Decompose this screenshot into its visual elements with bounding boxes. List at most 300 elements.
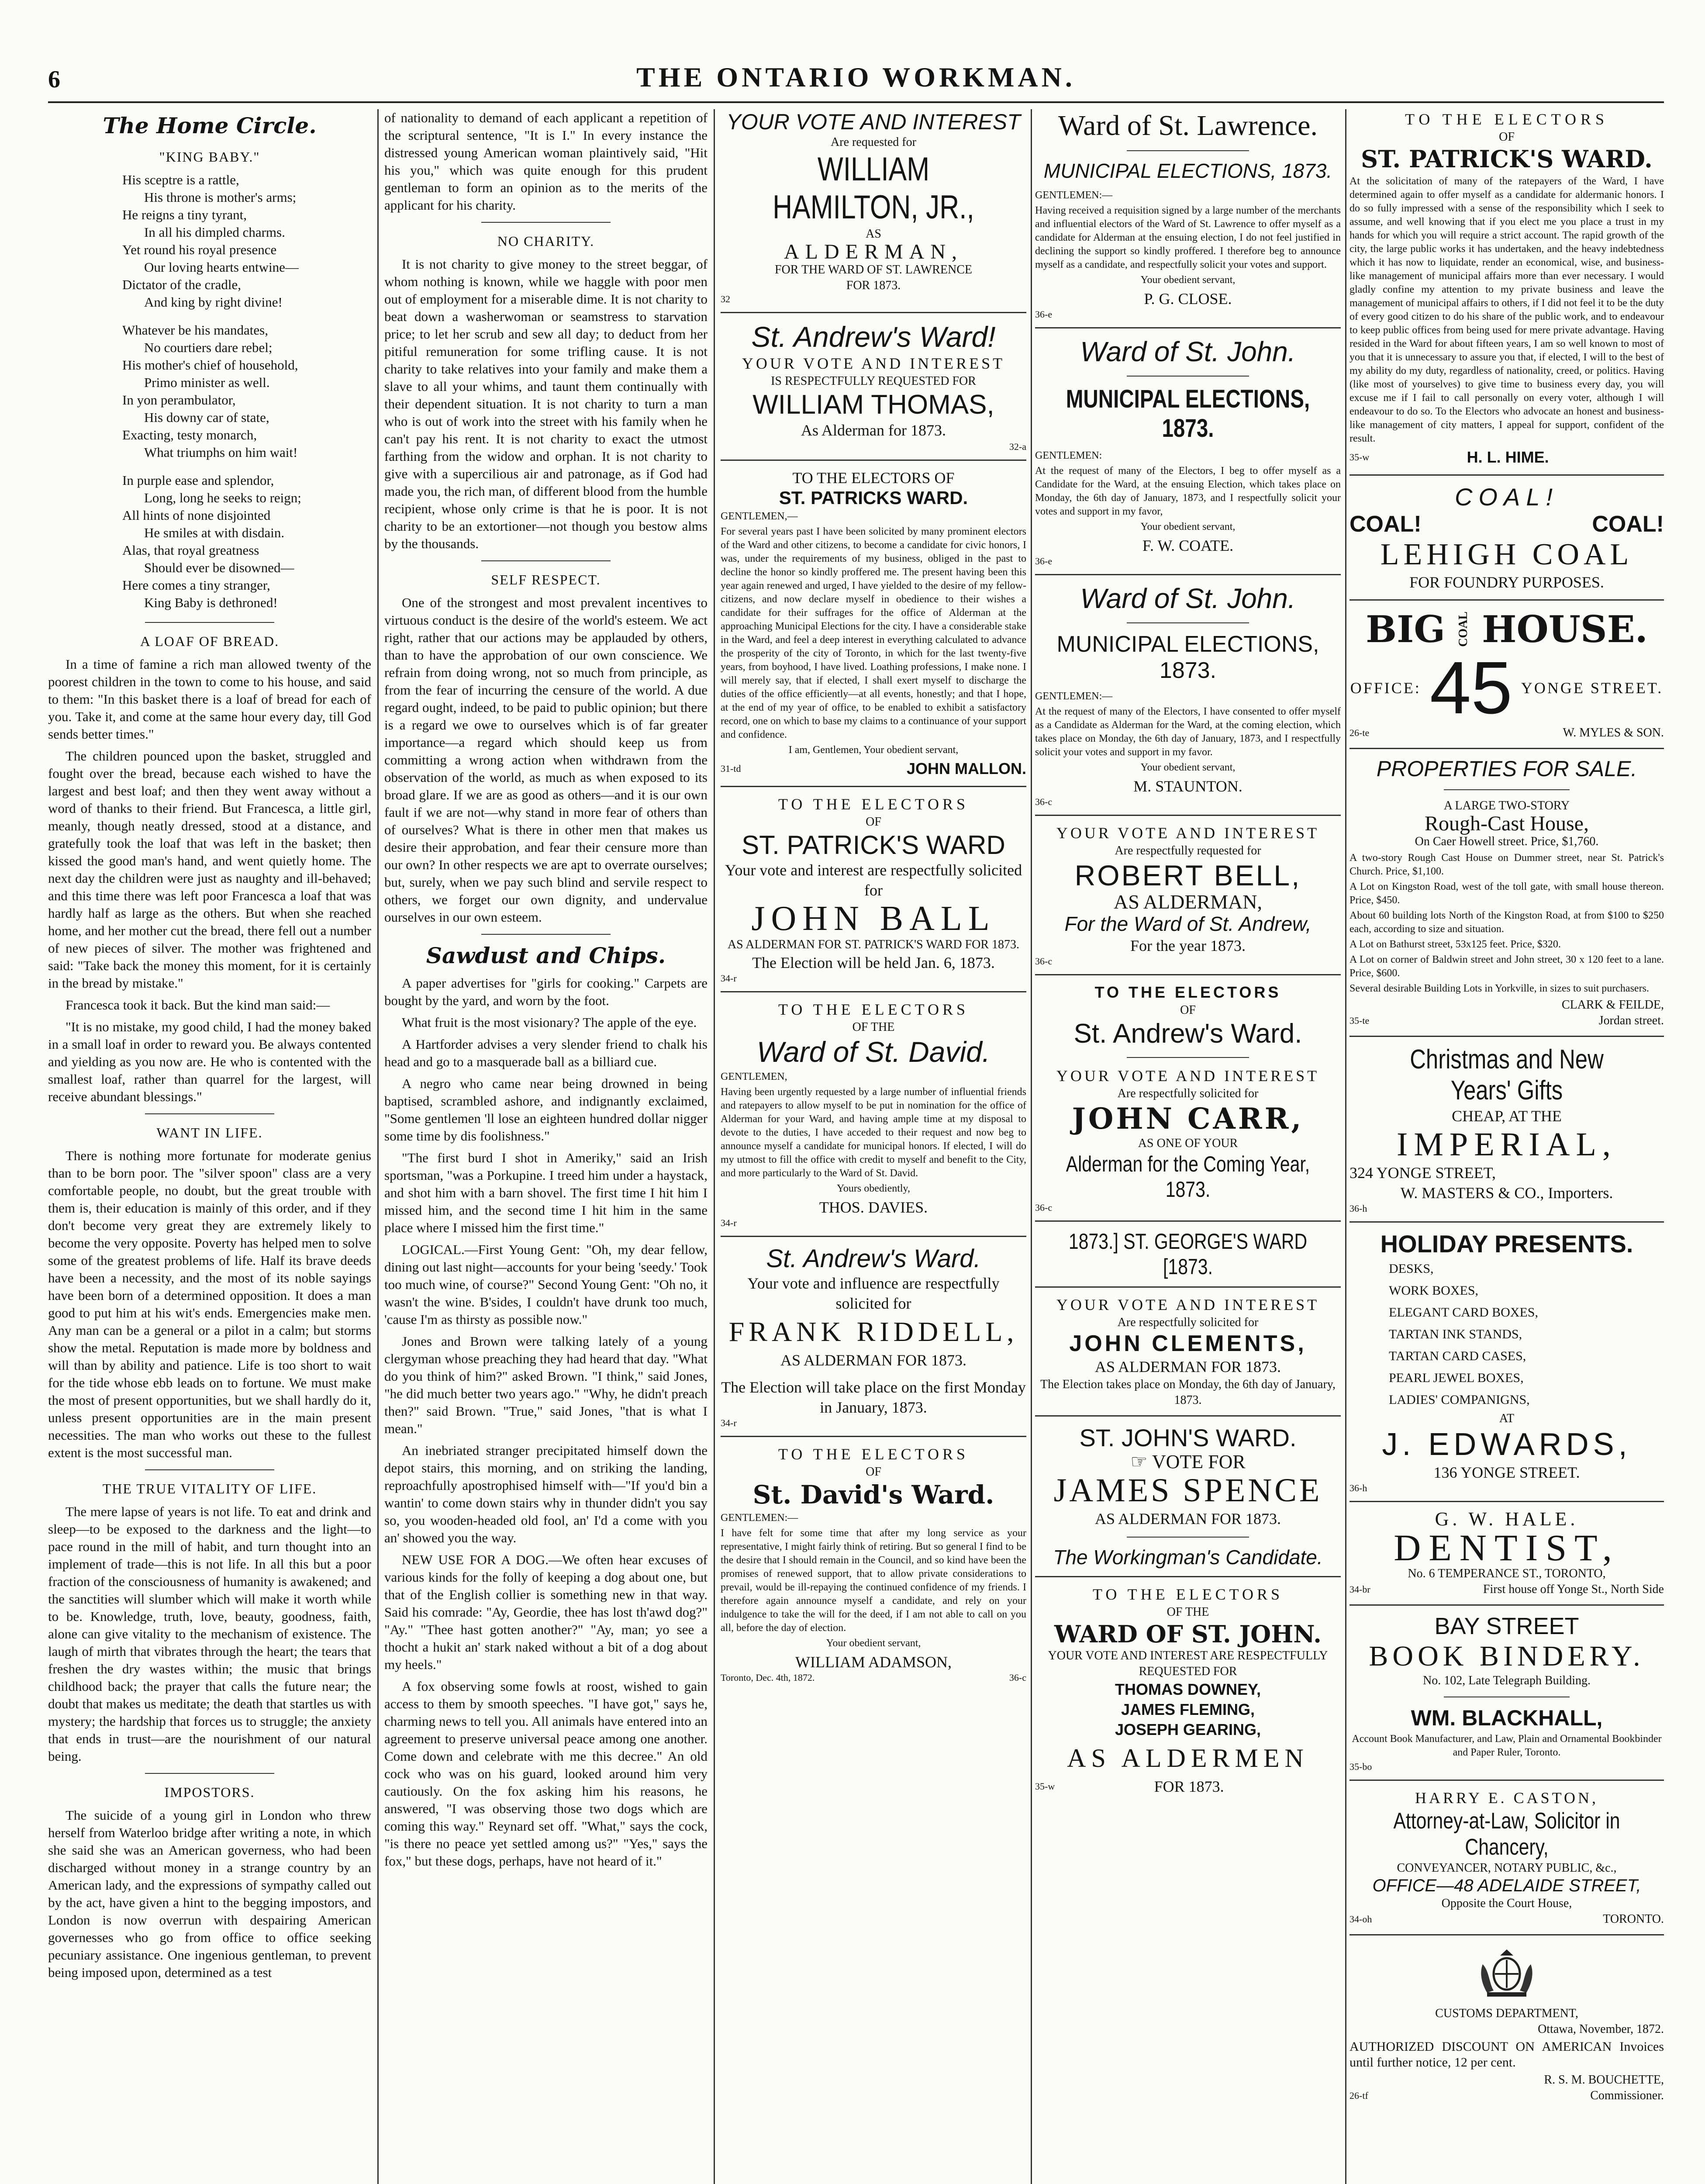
ad-closing: Your obedient servant, (1140, 521, 1236, 532)
ad-code: 36-c (1035, 1202, 1053, 1213)
divider (1350, 1501, 1664, 1502)
ad-line: AS (866, 227, 881, 241)
divider (1127, 622, 1249, 623)
ad-address: 136 YONGE STREET. (1433, 1464, 1580, 1481)
ad-bindery (1350, 1613, 1664, 1773)
ad-name: WM. BLACKHALL, (1411, 1706, 1603, 1730)
divider (1035, 574, 1341, 575)
paragraph: A fox observing some fowls at roost, wished to gain access to them by smooth speeches. "I have got," says he, charming news to tell you. All animals have entered into an agreement to preserve universal peace among one another. Come down and celebrate with me this decree." An old cock who was on his guard, looked around him very cautiously. On the fox asking him his reasons, he answered, "I was observing those two dogs which are coming this way." Reynard set off. "What," says the cock, "is there no peace yet settled among us?" "Yes," says the fox," but these dogs, perhaps, have not heard of it." (384, 1679, 708, 1869)
ad-address: Jordan street. (1598, 1014, 1664, 1027)
ad-code: 35-bo (1350, 1761, 1372, 1772)
article-title: THE TRUE VITALITY OF LIFE. (102, 1481, 317, 1496)
ad-line: TO THE ELECTORS (778, 1001, 969, 1018)
ad-ward: Ward of St. John. (1080, 336, 1296, 367)
section-heading: The Home Circle. (103, 113, 317, 138)
ad-greeting: GENTLEMEN: (1035, 450, 1102, 461)
ad-line: OF (1499, 130, 1515, 144)
ad-riddell (721, 1244, 1026, 1429)
ad-line: Your vote and interest are respectfully solicited for (725, 861, 1022, 899)
ad-line: Attorney-at-Law, Solicitor in Chancery, (1393, 1808, 1620, 1860)
ad-greeting: GENTLEMEN,— (721, 511, 798, 522)
candidate-name: ROBERT BELL, (1074, 859, 1301, 892)
ad-ward: St. Andrew's Ward. (766, 1244, 981, 1273)
column-rule (714, 109, 715, 2184)
ad-line: Rough-Cast House, (1425, 812, 1589, 835)
article-title: SELF RESPECT. (491, 572, 601, 587)
ad-line: Are respectfully solicited for (1117, 1087, 1259, 1100)
list-item: ELEGANT CARD BOXES, (1389, 1305, 1538, 1320)
pointing-hand-icon: ☞ (1130, 1451, 1152, 1472)
divider (1035, 1415, 1341, 1417)
ad-greeting: GENTLEMEN:— (721, 1512, 798, 1524)
candidate-name: JAMES FLEMING, (1121, 1700, 1255, 1718)
poem-line: Should ever be disowned— (144, 560, 294, 575)
divider (1035, 327, 1341, 328)
poem-line: Alas, that royal greatness (122, 543, 259, 558)
ad-line: OF (866, 1465, 881, 1479)
ad-body: Having been urgently requested by a large number of influential friends and ratepayers to allow myself to be put in nomination for the office of Alderman for your Ward, and having ample time at my disposal to devote to the duties, I have acceded to their request and now beg to announce myself a candidate for municipal honors. If elected, I will do my utmost to fill the office with credit to myself and benefit to the City, and more particularly to the Ward of St. David. (721, 1086, 1026, 1179)
property-item: Several desirable Building Lots in Yorkville, in sizes to suit purchasers. (1350, 983, 1649, 994)
ad-staunton (1035, 582, 1341, 808)
divider (1127, 376, 1249, 377)
ad-line: FOR 1873. (846, 279, 901, 292)
ad-mallon (721, 468, 1026, 779)
gift-list (1350, 1258, 1664, 1411)
column-5 (1350, 109, 1664, 2184)
paragraph: Jones and Brown were talking lately of a young clergyman whose preaching they had heard that day. "What do you think of him?" asked Brown. "I think," said Jones, "he did much better two years ago." "Why, he didn't preach then?" said Brown. "True," said Jones, "that is what I mean." (384, 1334, 708, 1436)
ad-line: YOUR VOTE AND INTEREST ARE RESPECTFULLY REQUESTED FOR (1048, 1649, 1328, 1678)
divider (1350, 1604, 1664, 1606)
ad-caston (1350, 1788, 1664, 1927)
stanza (122, 472, 371, 612)
ad-line: BOOK BINDERY. (1369, 1640, 1645, 1672)
property-item: A Lot on Bathurst street, 53x125 feet. Price, $320. (1350, 939, 1561, 950)
ad-firm: W. MYLES & SON. (1563, 726, 1664, 740)
poem-line: What triumphs on him wait! (144, 445, 298, 460)
ad-note: The Election takes place on Monday, the 6th day of January, 1873. (1040, 1378, 1336, 1407)
article-title: WANT IN LIFE. (156, 1125, 263, 1140)
divider (721, 1436, 1026, 1437)
ad-closing: Yours obediently, (836, 1183, 910, 1194)
paragraph: In a time of famine a rich man allowed twenty of the poorest children in the town to come to his house, and said to them: "In this basket there is a loaf of bread for each of you. Take it, and come at the same hour every day, till God sends better times." (48, 657, 371, 742)
divider (1350, 474, 1664, 476)
paragraph: "The first burd I shot in Ameriky," said an Irish sportsman, "was a Porkupine. I treed him under a haystack, and shot him with a barn shovel. The first time I hit him I missed him, and the second time I hit him in the same place where I missed him the first time." (384, 1150, 708, 1235)
ad-ward: ST. PATRICK'S WARD. (1361, 145, 1653, 173)
ad-greeting: GENTLEMEN:— (1035, 691, 1113, 702)
ad-ward: St. David's Ward. (752, 1480, 994, 1510)
candidate-name: JOHN BALL (751, 899, 996, 938)
ad-code: 36-c (1009, 1672, 1026, 1683)
ad-davies (721, 999, 1026, 1229)
candidate-name: JOSEPH GEARING, (1115, 1721, 1261, 1738)
ad-code: 34-br (1350, 1584, 1370, 1595)
ad-line: Are requested for (831, 135, 916, 149)
ad-closing: Your obedient servant, (1140, 274, 1236, 286)
divider (481, 560, 611, 561)
ad-row (1350, 511, 1664, 537)
ad-ward: Ward of St. David. (756, 1036, 991, 1068)
ad-line: TORONTO. (1603, 1912, 1664, 1926)
ad-line: COAL! (1592, 511, 1664, 537)
ad-code: 34-r (721, 1217, 737, 1228)
ad-ward: ST. PATRICK'S WARD (742, 830, 1005, 860)
ad-line: BIG (1366, 608, 1446, 651)
ad-code: 34-r (721, 1417, 737, 1428)
ad-code: 35-w (1350, 452, 1370, 463)
ad-office: AS ALDERMAN FOR ST. PATRICK'S WARD FOR 1873. (727, 938, 1020, 951)
candidate-name: WILLIAM HAMILTON, JR., (773, 151, 974, 226)
candidate-name: FRANK RIDDELL, (728, 1316, 1018, 1347)
ad-line: FOR FOUNDRY PURPOSES. (1409, 574, 1604, 591)
poem-line: Primo minister as well. (144, 375, 270, 390)
candidate-name: JOHN CLEMENTS, (1069, 1331, 1307, 1356)
poem-line: He smiles at with disdain. (144, 525, 285, 540)
candidate-name: P. G. CLOSE. (1144, 290, 1232, 308)
poem-line: Long, long he seeks to reign; (144, 490, 301, 505)
ad-closing: Your obedient servant, (826, 1638, 921, 1649)
ad-line: Alderman for the Coming Year, 1873. (1066, 1152, 1310, 1202)
ad-closing: Your obedient servant, (1140, 762, 1236, 773)
poem (48, 171, 371, 612)
poem-line: Exacting, testy monarch, (122, 427, 257, 442)
candidate-name: M. STAUNTON. (1133, 778, 1243, 795)
ad-note: The Election will be held Jan. 6, 1873. (752, 954, 995, 971)
ad-line: G. W. HALE. (1435, 1508, 1579, 1530)
ad-code: 36-c (1035, 796, 1053, 807)
poem-line: No courtiers dare rebel; (144, 340, 273, 355)
ad-line: YOUR VOTE AND INTEREST (1056, 824, 1320, 842)
candidate-name: WILLIAM ADAMSON, (795, 1653, 952, 1671)
divider (721, 786, 1026, 787)
ad-code: 34-oh (1350, 1914, 1372, 1925)
ad-ward: 1873.] ST. GEORGE'S WARD [1873. (1068, 1229, 1308, 1279)
ad-code: 32 (721, 294, 730, 304)
ad-footer (1350, 1911, 1664, 1927)
candidate-name: F. W. COATE. (1142, 537, 1234, 554)
paragraph: LOGICAL.—First Young Gent: "Oh, my dear fellow, dining out last night—accounts for your being 'seedy.' Took too much wine, of course?" Second Young Gent: "Oh no, it wasn't the wine. B'sides, I couldn't have drunk too much, 'cause I'm as thirsty as possible now." (384, 1242, 708, 1327)
poem-line: His throne is mother's arms; (144, 190, 297, 205)
ad-line: TO THE ELECTORS (1092, 1586, 1284, 1603)
ad-line: YONGE STREET. (1521, 679, 1664, 697)
ad-code: 35-te (1350, 1015, 1370, 1026)
ad-footer (1350, 1582, 1664, 1597)
paragraph: The suicide of a young girl in London who threw herself from Waterloo bridge after writing a note, in which she said she was an American governess, who had been discharged without money in a strange country by an American lady, and the expressions of sympathy called out by the act, have given a hint to the begging impostors, and London is now overrun with despairing American governesses who go from office to office seeking pecuniary assistance. One ingenious gentleman, to prevent being imposed upon, determined as a test (48, 1807, 371, 1980)
list-item: TARTAN INK STANDS, (1389, 1327, 1522, 1341)
address-number: 45 (1429, 646, 1512, 729)
ad-code: 36-h (1350, 1203, 1367, 1214)
section-heading: Sawdust and Chips. (426, 943, 666, 968)
poem-line: He reigns a tiny tyrant, (122, 207, 247, 222)
ad-close (1035, 109, 1341, 320)
poem-line: His downy car of state, (144, 410, 269, 425)
ad-place: Toronto, Dec. 4th, 1872. (721, 1672, 815, 1683)
ad-signature (721, 759, 1026, 779)
paragraph: One of the strongest and most prevalent incentives to virtuous conduct is the desire of the world's esteem. We act right, rather that our actions may be applauded by others, than to have the approbation of our own conscience. We refrain from doing wrong, not so much from principle, as from the fear of incurring the censure of the world. A due regard ought, indeed, to be paid to public opinion; but there is a regard we owe to ourselves which is of far greater importance—a regard which should keep us from committing a wrong action when withdrawn from the observation of the world, as much as when exposed to its broad glare. If we are as good as others—and it is our own fault if we are not—why stand in more fear of others than of ourselves? What is there in other men that makes us desire their approbation, and fear their censure more than our own? In other respects we are apt to overrate ourselves; but, surely, when we pay such blind and servile respect to others, we forget our own dignity, and undervalue ourselves in our own esteem. (384, 595, 708, 925)
ad-ward: WARD OF ST. JOHN. (1054, 1620, 1322, 1648)
ad-spence (1035, 1424, 1341, 1569)
ad-firm: CLARK & FEILDE, (1561, 998, 1664, 1012)
column-rule (1031, 109, 1032, 2184)
poem-line: And king by right divine! (144, 294, 283, 310)
royal-arms-seal-icon (1474, 1947, 1539, 1999)
divider (1350, 1221, 1664, 1223)
ad-line: No. 102, Late Telegraph Building. (1422, 1674, 1591, 1687)
ad-line: COAL! (1350, 511, 1422, 537)
ad-title: PROPERTIES FOR SALE. (1376, 757, 1637, 781)
poem-line: In yon perambulator, (122, 392, 236, 408)
ad-address: 324 YONGE STREET, (1350, 1164, 1496, 1182)
candidate-name: JOHN CARR, (1072, 1102, 1304, 1136)
ad-line: CONVEYANCER, NOTARY PUBLIC, &c., (1397, 1861, 1617, 1875)
candidate-name: THOMAS DOWNEY, (1115, 1680, 1261, 1698)
ad-row (1350, 646, 1664, 729)
divider (1035, 974, 1341, 975)
column-2 (384, 109, 708, 2184)
ad-line: TO THE ELECTORS (1094, 983, 1281, 1001)
paragraph: of nationality to demand of each applicant a repetition of the scriptural sentence, "It is I." In every instance the distressed young American woman plaintively said, "Hit his you," which was quite enough for this prudent gentleman to form an opinion as to the merits of the applicant for his charity. (384, 110, 708, 213)
divider (1035, 1286, 1341, 1288)
ad-adamson (721, 1444, 1026, 1683)
ad-body: Account Book Manufacturer, and Law, Plain and Ornamental Bookbinder and Paper Ruler, Toronto. (1352, 1733, 1662, 1758)
paragraph: Francesca took it back. But the kind man said:— (66, 997, 330, 1013)
masthead (48, 61, 1664, 100)
poem-line: His sceptre is a rattle, (122, 172, 239, 187)
ad-line: A LARGE TWO-STORY (1443, 799, 1570, 812)
divider (1350, 748, 1664, 749)
ad-line: YOUR VOTE AND INTEREST (742, 355, 1005, 372)
ad-line: Commissioner. (1590, 2089, 1664, 2102)
divider (1035, 815, 1341, 816)
advertiser-name: H. L. HIME. (1467, 448, 1549, 466)
ad-thomas (721, 320, 1026, 453)
page-number: 6 (48, 66, 60, 93)
column-rule (377, 109, 379, 2184)
property-item: A Lot on corner of Baldwin street and John street, 30 x 120 feet to a lane. Price, $600. (1350, 954, 1664, 979)
divider (721, 1236, 1026, 1237)
ad-greeting: GENTLEMEN:— (1035, 190, 1113, 201)
ad-carr (1035, 982, 1341, 1213)
ad-office: AS ALDERMAN FOR 1873. (780, 1351, 967, 1369)
ad-line: TO THE ELECTORS (778, 1445, 969, 1463)
article-title: NO CHARITY. (497, 233, 595, 249)
ad-code: 36-c (1035, 956, 1053, 967)
ad-line: AT (1499, 1412, 1515, 1425)
paragraph: A negro who came near being drowned in being baptised, scrambled ashore, and indignantly exclaimed, "Some gentlemen 'll lose an eighteen hundred dollar nigger some time by dis foolishness." (384, 1076, 708, 1144)
column-3 (721, 109, 1026, 2184)
ad-greeting: GENTLEMEN, (721, 1071, 787, 1082)
ad-coate (1035, 335, 1341, 567)
column-1 (48, 109, 371, 2184)
poem-line: Whatever be his mandates, (122, 322, 268, 338)
ad-line: TO THE ELECTORS (1405, 111, 1609, 128)
ad-office: As Alderman for 1873. (801, 422, 946, 439)
ad-line: FOR 1873. (1154, 1778, 1224, 1795)
ad-signature (1350, 447, 1664, 467)
ad-clements (1035, 1229, 1341, 1408)
paragraph: "It is no mistake, my good child, I had the money baked in a small loaf in order to reward you. Be always contented and yielding as you now are. He who is contented with the smallest loaf, rather than quarrel for the largest, will receive abundant blessings." (48, 1019, 371, 1104)
ad-body: At the solicitation of many of the ratepayers of the Ward, I have determined again to offer myself as a candidate for aldermanic honors. I do so fully impressed with a sense of the responsibility which I seek to assume, and well knowing that if you elect me you place a trust in my hands for which you will require a strict account. The rapid growth of the city, the large public works it has undertaken, and the heavy indebtedness which it has now to liquidate, render an economical, wise, and business-like management of municipal affairs more than ever necessary. I would gladly confine my attention to my private business and leave the management of municipal affairs to others, if I did not feel it to be the duty of every good citizen to do his share of the public work, and to endeavour to keep public offices from being used for mere private advantage. Having resided in the Ward for about fifteen years, I am so well known to most of you that it is unnecessary to assure you that, if elected, I will to the best of my ability do my duty, regardless of nationality, creed, or politics. Having (like most of yourselves) to give time to business every day, you will excuse me if I fail to call personally on every voter, although I will endeavour to do so. To the Electors who advocate an honest and business-like management of city matters, I appeal for support, confident of the result. (1350, 176, 1664, 444)
candidate-name: JAMES SPENCE (1053, 1472, 1322, 1509)
list-item: WORK BOXES, (1389, 1283, 1479, 1298)
divider (1127, 1057, 1249, 1058)
ad-code: 36-e (1035, 309, 1053, 320)
divider (721, 312, 1026, 313)
article-title: A LOAF OF BREAD. (140, 633, 280, 649)
ad-address: No. 6 TEMPERANCE ST., TORONTO, (1408, 1567, 1606, 1580)
ad-footer (1035, 1776, 1341, 1797)
ad-ward: ST. JOHN'S WARD. (1079, 1424, 1297, 1451)
property-item: A two-story Rough Cast House on Dummer street, near St. Patrick's Church. Price, $1,100. (1350, 852, 1664, 877)
ad-line: CUSTOMS DEPARTMENT, (1435, 2007, 1578, 2020)
paragraph: It is not charity to give money to the street beggar, of whom nothing is known, while we haggle with poor men out of employment for a miserable dime. It is not charity to beat down a washerwoman or seamstress to starvation price; to let her scrub and sew all day; to deduct from her pitiful remuneration for some trifling cause. It is not charity to take relatives into your family and make them a slave to all your whims, and taunt them continually with their dependent situation. It is not charity to turn a man who is out of work into the street with his family when he can't pay his rent. It is not charity to exact the utmost farthing from the widow and orphan. It is not charity to give with a supercilious air and patronage, as if God had made you, the rich man, of different blood from the humble recipient, whose only crime is that he is poor. It is not charity to be an extortioner—not though you bestow alms by the thousands. (384, 256, 708, 551)
poem-line: Our loving hearts entwine— (144, 259, 299, 275)
ad-office: AS ALDERMEN (1067, 1744, 1309, 1773)
stanza (122, 321, 371, 461)
ad-bell (1035, 823, 1341, 967)
poem-line: King Baby is dethroned! (144, 595, 278, 610)
ad-line: BAY STREET (1434, 1613, 1579, 1639)
ad-office: AS ALDERMAN, (1114, 891, 1262, 913)
ad-line: TO THE ELECTORS OF (792, 469, 955, 487)
candidate-name: WILLIAM THOMAS, (752, 390, 994, 420)
paragraph: The children pounced upon the basket, struggled and fought over the bread, because each wished to have the largest and best loaf; and then they went away without a word of thanks to their friend. But Francesca, a little girl, meanly, though neatly dressed, stood at a distance, and gratefully took the loaf that was left in the basket; then kissed the good man's hand, and went quietly home. The next day the children were just as naughty and ill-behaved; and this time there was left poor Francesca a loaf that was hardly half as large as the others. But when she reached home, and her mother cut the bread, there fell out a number of new pieces of silver. The mother was frightened and said: "Take back the money this moment, for it is certainly in the bread by mistake." (48, 748, 371, 991)
candidate-name: THOS. DAVIES. (819, 1199, 928, 1216)
ad-date: Ottawa, November, 1872. (1538, 2022, 1664, 2036)
ad-ward: For the Ward of St. Andrew, (1064, 912, 1312, 935)
ad-title: HOLIDAY PRESENTS. (1380, 1230, 1633, 1258)
ad-body: For several years past I have been solicited by many prominent electors of the Ward and other citizens, to become a candidate for civic honors, I was, under the requirements of my business, obliged in the past to decline the honor so kindly proffered me. The present having been this year again renewed and urged, I have yielded to the desire of my fellow-citizens, and now declare myself in obedience to their wishes a candidate for their suffrages for the office of Alderman at the approaching Municipal Elections for the city. I have a considerable stake in the Ward, and feel a deep interest in everything calculated to advance the prosperity of the city of Toronto, in which for the last twenty-five years, from boyhood, I have lived. Loathing professions, I make none. I will merely say, that if elected, I shall exert myself to discharge the duties of the office efficiently—at all events, honestly; and that I hope, at the end of my year of office, to be enabled to exhibit a satisfactory record, one on which to base my claims to a continuance of your support and confidence. (721, 526, 1026, 740)
paragraph: The mere lapse of years is not life. To eat and drink and sleep—to be exposed to the darkness and the light—to pace round in the mill of habit, and turn thought into an implement of trade—this is not life. In all this but a poor fraction of the consciousness of humanity is awakened; and the sanctities will slumber which will make it worth while to be. Knowledge, truth, love, beauty, goodness, faith, alone can give vitality to the mechanism of existence. The laugh of mirth that vibrates through the heart; the tears that freshen the dry wastes within; the music that brings childhood back; the prayer that calls the future near; the doubt that makes us meditate; the death that startles us with mystery; the hardship that forces us to struggle; the anxiety that ends in trust—are the nourishment of our natural being. (48, 1504, 371, 1764)
ad-address: OFFICE—48 ADELAIDE STREET, (1372, 1876, 1641, 1895)
ad-line: Are respectfully solicited for (1117, 1316, 1259, 1329)
newspaper-title: THE ONTARIO WORKMAN. (636, 62, 1076, 93)
divider (145, 1773, 274, 1774)
ad-office: ALDERMAN, (784, 240, 963, 263)
ad-ward: ST. PATRICKS WARD. (779, 487, 968, 508)
list-item: DESKS, (1389, 1261, 1434, 1276)
divider (1350, 599, 1664, 601)
ad-code: 36-h (1350, 1482, 1367, 1493)
ad-row (1350, 608, 1664, 651)
poem-line: His mother's chief of household, (122, 357, 298, 373)
ad-code: 34-r (721, 973, 737, 984)
ad-footer (721, 1672, 1026, 1683)
ad-subtitle: MUNICIPAL ELECTIONS, 1873. (1056, 632, 1319, 683)
divider (721, 460, 1026, 461)
divider (1350, 1934, 1664, 1935)
divider (1035, 1576, 1341, 1577)
divider (1127, 150, 1249, 151)
ad-code: 31-td (721, 763, 741, 774)
ad-line: Your vote and influence are respectfully solicited for (747, 1275, 1000, 1312)
ad-firm: W. MASTERS & CO., Importers. (1400, 1184, 1613, 1202)
ad-coal (1350, 483, 1664, 741)
list-item: PEARL JEWEL BOXES, (1389, 1371, 1524, 1385)
ad-line: YOUR VOTE AND INTEREST (726, 110, 1021, 134)
ad-line: HOUSE. (1482, 608, 1648, 651)
list-item: LADIES' COMPANIGNS, (1389, 1393, 1530, 1407)
ad-properties (1350, 756, 1664, 1029)
poem-line: All hints of none disjointed (122, 508, 271, 523)
poem-line: In purple ease and splendor, (122, 473, 274, 488)
divider (145, 1469, 274, 1470)
ad-tagline: The Workingman's Candidate. (1053, 1546, 1323, 1569)
poem-line: Dictator of the cradle, (122, 277, 241, 292)
ad-body: At the request of many of the Electors, I beg to offer myself as a Candidate for the Ward, at the ensuing Election, which takes place on Monday, the 6th day of January, 1873, and I respectfully solicit your votes and support in my favor, (1035, 465, 1341, 517)
ad-hale (1350, 1509, 1664, 1597)
ad-note: The Election will take place on the first Monday in January, 1873. (721, 1379, 1026, 1416)
poem-title: "KING BABY." (159, 149, 260, 165)
ad-line: OF THE (852, 1020, 895, 1034)
ad-ward: Ward of St. Lawrence. (1058, 110, 1318, 142)
ad-hamilton (721, 109, 1026, 305)
stanza (122, 171, 371, 311)
ad-hime (1350, 109, 1664, 467)
ad-ball (721, 794, 1026, 984)
paragraph: An inebriated stranger precipitated himself down the depot stairs, this morning, and on striking the landing, reproachfully apostrophised himself with—"If you'd bin a wantin' to come down stairs why in thunder didn't you say so, you wooden-headed old fool, an' I'd a come with you an' showed you the way. (384, 1443, 708, 1545)
article-title: IMPOSTORS. (164, 1784, 255, 1800)
ad-customs (1350, 1942, 1664, 2104)
ad-line: Opposite the Court House, (1441, 1897, 1572, 1910)
property-item: About 60 building lots North of the Kingston Road, at from $100 to $250 each, according to size and situation. (1350, 910, 1664, 935)
ad-line: OF (866, 815, 881, 829)
ad-line: IS RESPECTFULLY REQUESTED FOR (771, 374, 976, 388)
ad-line: First house off Yonge St., North Side (1483, 1583, 1664, 1596)
ad-office: AS ALDERMAN FOR 1873. (1094, 1510, 1281, 1527)
divider (481, 222, 611, 223)
ad-body: AUTHORIZED DISCOUNT ON AMERICAN Invoices until further notice, 12 per cent. (1350, 2039, 1664, 2070)
ad-line: TO THE ELECTORS (778, 795, 969, 813)
ad-line: VOTE FOR (1152, 1451, 1246, 1472)
ad-line: COAL! (1454, 483, 1559, 511)
divider (481, 934, 611, 935)
masthead-rule (48, 101, 1664, 103)
ad-name: J. EDWARDS, (1382, 1427, 1632, 1462)
ad-body: Having received a requisition signed by a large number of the merchants and influential electors of the Ward of St. Lawrence to offer myself as a candidate for Alderman at the ensuing election, I do not feel justified in declining the support so kindly proffered. I therefore beg to announce myself as a candidate, and respectfully solicit your votes and support. (1035, 205, 1341, 270)
ad-code: 26-tf (1350, 2090, 1368, 2101)
ad-line: AS ONE OF YOUR (1138, 1137, 1238, 1150)
list-item: TARTAN CARD CASES, (1389, 1349, 1526, 1363)
divider (145, 1113, 274, 1114)
poem-line: Yet round his royal presence (122, 242, 277, 257)
ad-line: OF (1180, 1003, 1196, 1017)
divider (721, 991, 1026, 992)
column-rule (1345, 109, 1346, 2184)
paragraph: A paper advertises for "girls for cooking." Carpets are bought by the yard, and worn by the foot. (384, 975, 708, 1008)
paragraph: What fruit is the most visionary? The apple of the eye. (402, 1015, 697, 1030)
divider (1350, 1780, 1664, 1781)
property-item: A Lot on Kingston Road, west of the toll gate, with small house thereon. Price, $450. (1350, 881, 1664, 906)
ad-holiday (1350, 1230, 1664, 1494)
ad-code: 26-te (1350, 727, 1370, 738)
poem-line: In all his dimpled charms. (144, 225, 285, 240)
ad-line: On Caer Howell street. Price, $1,760. (1415, 835, 1599, 848)
ad-ward: Ward of St. John. (1080, 583, 1296, 614)
ad-line: OF THE (1167, 1605, 1209, 1619)
ad-downey (1035, 1584, 1341, 1797)
ad-name: HARRY E. CASTON, (1415, 1789, 1599, 1807)
ad-name: DENTIST, (1394, 1527, 1620, 1569)
ad-name: IMPERIAL, (1397, 1126, 1617, 1163)
paragraph: NEW USE FOR A DOG.—We often hear excuses of various kinds for the folly of keeping a dog about one, but that of the English collier is something new in that way. Said his comrade: "Ay, Geordie, thee has lost th'awd dog?" "Ay." "Thee hast gotten another?" "Ay, man; yo see a thocht a hukit an' stark naked without a bit of a dog about my heels." (384, 1552, 708, 1672)
ad-line: Are respectfully requested for (1115, 844, 1261, 857)
poem-line: Here comes a tiny stranger, (122, 577, 270, 593)
paragraph: A Hartforder advises a very slender friend to chalk his head and go to a masquerade ball as a billiard cue. (384, 1037, 708, 1069)
ad-body: At the request of many of the Electors, I have consented to offer myself as a Candidate as Alderman for the Ward, at the coming election, which takes place on Monday, the 6th day of January, 1873, and I respectfully solicit your votes and support in my favor. (1035, 706, 1341, 758)
ad-name: R. S. M. BOUCHETTE, (1544, 2073, 1664, 2087)
ad-line: YOUR VOTE AND INTEREST (1056, 1067, 1320, 1085)
divider (1127, 1537, 1249, 1538)
